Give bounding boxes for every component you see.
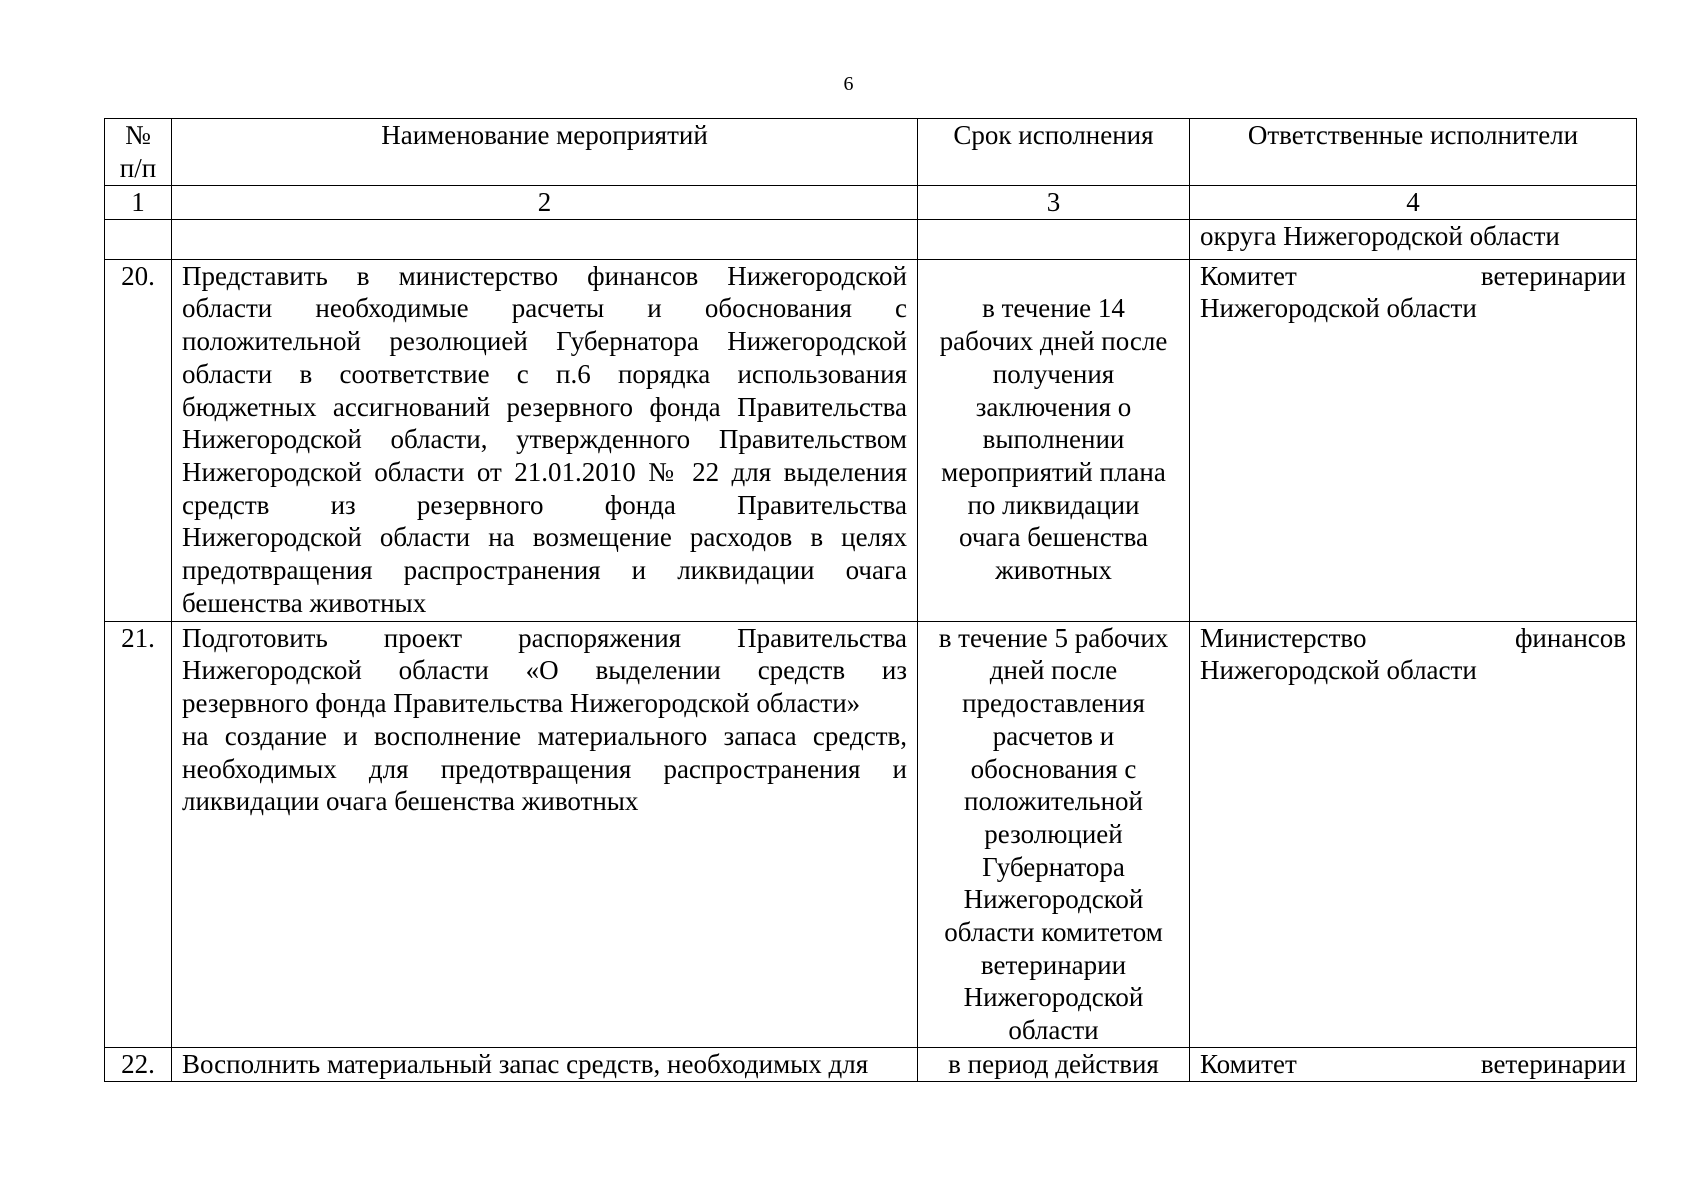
column-number-row [105, 186, 1637, 220]
row-name-line: Нижегородской области от 21.01.2010 № 22 для выделения [182, 456, 907, 487]
row-term-line: очага бешенства [959, 522, 1148, 553]
row-term-line: Губернатора [982, 851, 1125, 882]
row-term [918, 259, 1190, 621]
column-number: 1 [105, 186, 172, 220]
row-name-line: положительной резолюцией Губернатора Нижегородской [182, 326, 907, 357]
row-term-line: в период действия [948, 1048, 1159, 1079]
row-name-line: ликвидации очага бешенства животных [182, 786, 639, 817]
row-term-line: положительной [964, 786, 1143, 817]
row-term [918, 1047, 1190, 1081]
row-name-line: предотвращения распространения и ликвидации очага [182, 555, 907, 586]
row-responsible-line: Министерство финансов [1200, 622, 1626, 653]
row-responsible [1190, 621, 1637, 1047]
row-name [172, 259, 918, 621]
row-number: 20. [105, 259, 172, 621]
row-name-line: резервного фонда Правительства Нижегородской области» [182, 688, 861, 719]
row-responsible [1190, 1047, 1637, 1081]
row-term-line: резолюцией [984, 818, 1123, 849]
row-term [918, 219, 1190, 259]
row-responsible [1190, 259, 1637, 621]
row-term-line: предоставления [962, 688, 1145, 719]
row-name-line: Нижегородской области, утвержденного Правительством [182, 424, 907, 455]
row-name-line: средств из резервного фонда Правительства [182, 489, 907, 520]
row-term [918, 621, 1190, 1047]
row-term-line: по ликвидации [967, 489, 1140, 520]
row-term-line: области [1008, 1015, 1099, 1046]
row-name-line: бешенства животных [182, 587, 427, 618]
row-number [105, 219, 172, 259]
header-number-line: п/п [119, 152, 157, 183]
row-name-line: Нижегородской области «О выделении средств из [182, 655, 907, 686]
row-term-line: области комитетом [944, 917, 1163, 948]
row-number: 21. [105, 621, 172, 1047]
row-term-line: дней после [989, 655, 1118, 686]
row-name [172, 621, 918, 1047]
header-number-line: № [125, 120, 151, 150]
row-number: 22. [105, 1047, 172, 1081]
row-name [172, 219, 918, 259]
row-term-line: выполнении [982, 424, 1125, 455]
row-name-line: бюджетных ассигнований резервного фонда Правительства [182, 391, 907, 422]
row-name-line: области в соответствие с п.6 порядка использования [182, 358, 907, 389]
table-row [105, 621, 1637, 1047]
row-term-line: мероприятий плана [941, 456, 1166, 487]
row-term-line: в течение 14 [982, 293, 1125, 324]
header-term: Срок исполнения [918, 119, 1190, 186]
table-row [105, 1047, 1637, 1081]
row-name-line: Подготовить проект распоряжения Правительства [182, 622, 907, 653]
row-name [172, 1047, 918, 1081]
row-responsible-line: Комитет ветеринарии [1200, 1048, 1626, 1079]
header-name: Наименование мероприятий [172, 119, 918, 186]
row-term-line: получения [992, 358, 1115, 389]
row-name-line: Представить в министерство финансов Нижегородской [182, 260, 907, 291]
row-term-line: в течение 5 рабочих [938, 622, 1169, 653]
row-responsible: округа Нижегородской области [1190, 219, 1637, 259]
page-number: 6 [843, 73, 854, 95]
row-name-line: области необходимые расчеты и обоснования с [182, 293, 907, 324]
row-term-line: ветеринарии [980, 949, 1127, 980]
row-term-line: обоснования с [970, 753, 1137, 784]
row-term-line: животных [995, 555, 1112, 586]
row-name-line: Восполнить материальный запас средств, необходимых для [182, 1048, 869, 1079]
table-row-continuation [105, 219, 1637, 259]
header-responsible: Ответственные исполнители [1190, 119, 1637, 186]
row-term-line: Нижегородской [963, 884, 1144, 915]
table-header-row [105, 119, 1637, 186]
column-number: 2 [172, 186, 918, 220]
header-number [105, 119, 172, 186]
row-name-line: Нижегородской области на возмещение расходов в целях [182, 522, 907, 553]
row-responsible-line: Нижегородской области [1200, 655, 1477, 686]
row-term-line: расчетов и [992, 720, 1115, 751]
row-term-line: рабочих дней после [939, 326, 1168, 357]
row-term-line: Нижегородской [963, 982, 1144, 1013]
table-row [105, 259, 1637, 621]
row-responsible-line: Нижегородской области [1200, 293, 1477, 324]
column-number: 4 [1190, 186, 1637, 220]
row-term-line: заключения о [975, 391, 1132, 422]
row-name-line: необходимых для предотвращения распространения и [182, 753, 907, 784]
action-plan-table [104, 118, 1637, 1082]
row-responsible-line: Комитет ветеринарии [1200, 260, 1626, 291]
column-number: 3 [918, 186, 1190, 220]
row-name-line: на создание и восполнение материального запаса средств, [182, 720, 907, 751]
